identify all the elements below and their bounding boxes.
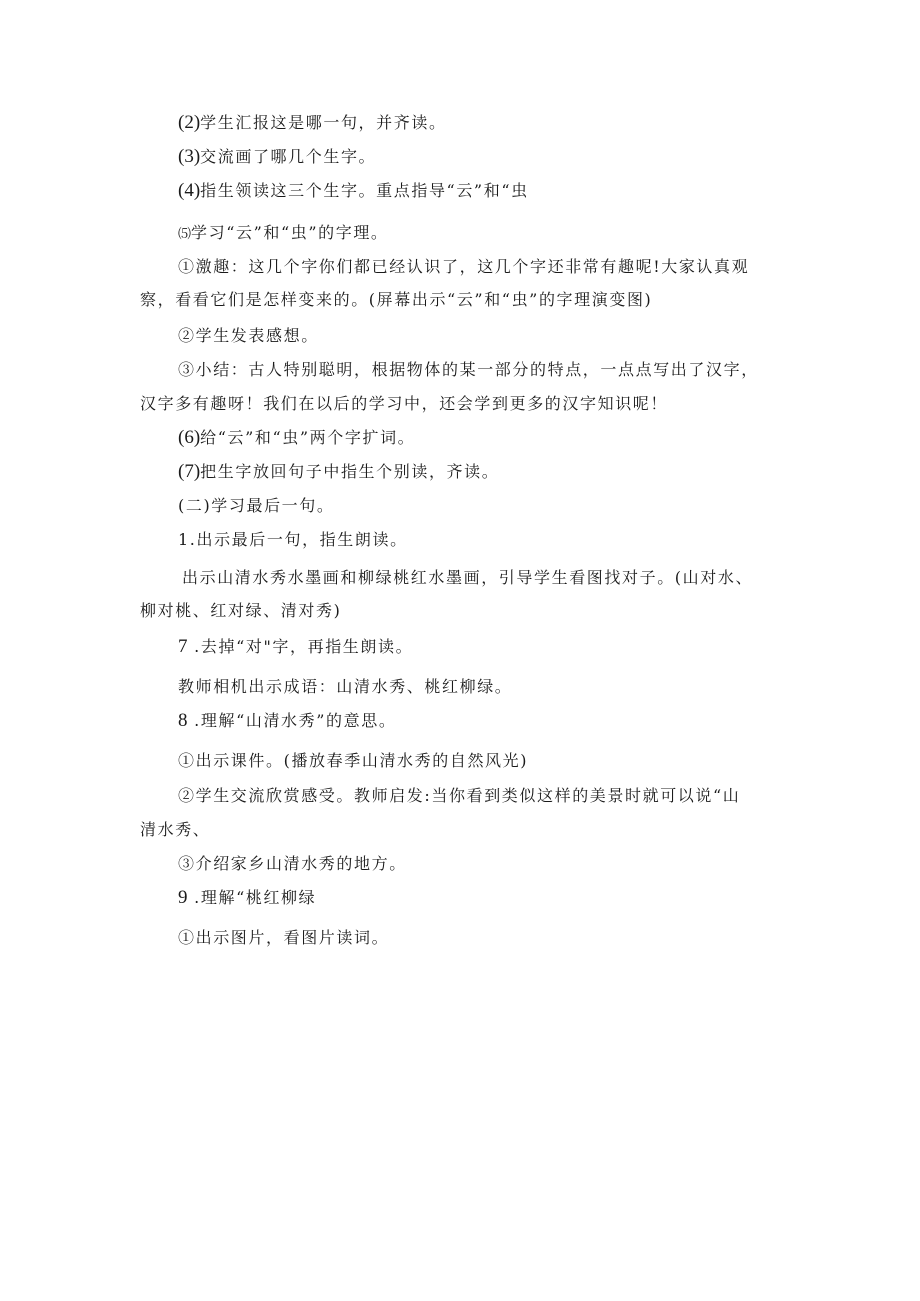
- step-text: 学习“云”和“虫”的字理。: [191, 223, 389, 242]
- paragraph-line: ①激趣：这几个字你们都已经认识了，这几个字还非常有趣呢!大家认真观: [178, 257, 750, 276]
- paragraph-line: ②学生交流欣赏感受。教师启发:当你看到类似这样的美景时就可以说“山: [178, 786, 741, 805]
- paragraph-line: ②学生发表感想。: [178, 326, 319, 345]
- step-5: [178, 222, 389, 246]
- paragraph-line: 教师相机出示成语：山清水秀、桃红柳绿。: [178, 677, 513, 696]
- item-number: 8: [178, 710, 188, 731]
- numbered-item: [178, 710, 396, 732]
- item-text: .去掉“对"字，再指生朗读。: [187, 637, 414, 656]
- paragraph-line: ③介绍家乡山清水秀的地方。: [178, 854, 407, 873]
- section-heading: (二)学习最后一句。: [178, 496, 335, 515]
- paragraph-line: ①出示课件。(播放春季山清水秀的自然风光): [178, 751, 529, 770]
- step-4: [178, 180, 529, 202]
- paragraph-line: ①出示图片，看图片读词。: [178, 928, 390, 947]
- paragraph-line: 柳对桃、红对绿、清对秀): [140, 601, 342, 620]
- numbered-item: [178, 636, 413, 658]
- item-number: 9: [178, 887, 188, 908]
- step-text: 交流画了哪几个生字。: [200, 147, 377, 166]
- step-text: 学生汇报这是哪一句，并齐读。: [200, 113, 447, 132]
- numbered-item: [178, 887, 316, 909]
- step-2: [178, 112, 447, 134]
- step-text: 指生领读这三个生字。重点指导“云”和“虫: [200, 181, 529, 200]
- paragraph-line: 清水秀、: [140, 820, 211, 839]
- step-number: (7): [178, 461, 201, 482]
- paragraph-line: 1.出示最后一句，指生朗读。: [178, 530, 408, 549]
- paragraph-line: 察，看看它们是怎样变来的。(屏幕出示“云”和“虫”的字理演变图): [140, 290, 653, 309]
- step-number: (3): [178, 146, 201, 167]
- step-number: (4): [178, 180, 201, 201]
- paragraph-line: ③小结：古人特别聪明，根据物体的某一部分的特点，一点点写出了汉字，: [178, 360, 759, 379]
- step-3: [178, 146, 376, 168]
- item-text: .理解“山清水秀”的意思。: [187, 711, 397, 730]
- step-number: (6): [178, 427, 201, 448]
- paragraph-line: 汉字多有趣呀！我们在以后的学习中，还会学到更多的汉字知识呢！: [140, 394, 669, 413]
- step-number: ⑸: [178, 227, 192, 242]
- step-number: (2): [178, 112, 201, 133]
- step-text: 给“云”和“虫”两个字扩词。: [200, 428, 416, 447]
- item-text: .理解“桃红柳绿: [187, 888, 317, 907]
- step-6: [178, 427, 415, 449]
- step-7: [178, 461, 499, 483]
- paragraph-line: 出示山清水秀水墨画和柳绿桃红水墨画，引导学生看图找对子。(山对水、: [182, 568, 754, 587]
- item-number: 7: [178, 636, 188, 657]
- step-text: 把生字放回句子中指生个别读，齐读。: [200, 462, 500, 481]
